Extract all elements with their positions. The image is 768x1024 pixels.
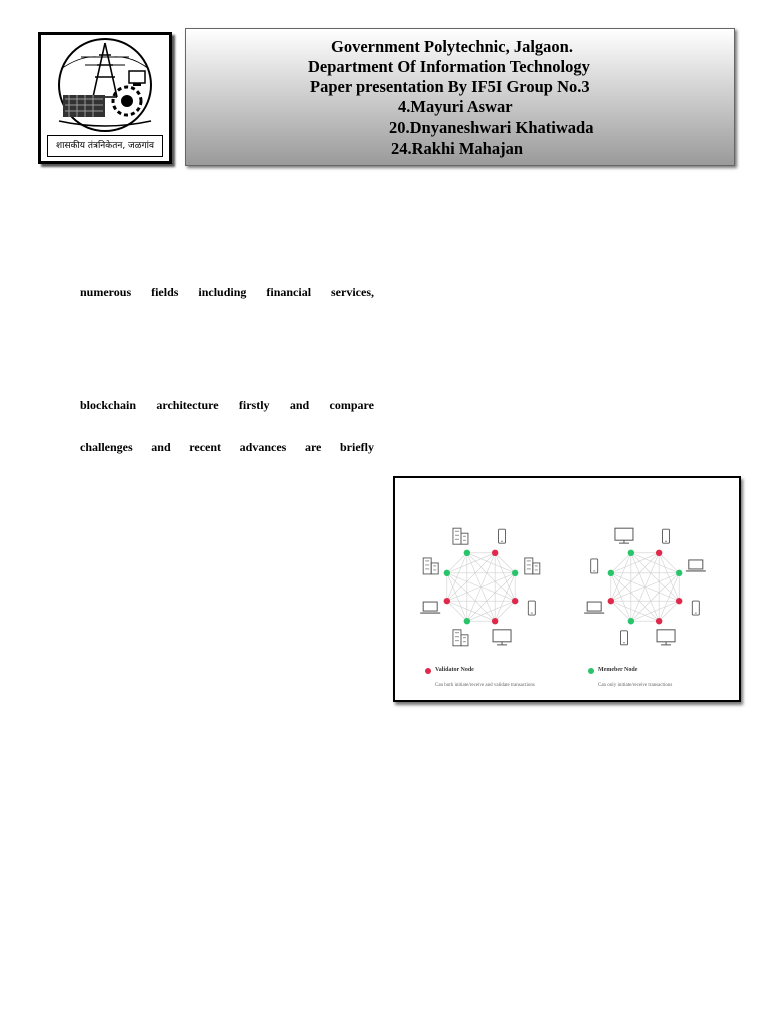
network-edge bbox=[447, 601, 467, 621]
phone-icon bbox=[591, 559, 598, 573]
network-node bbox=[492, 618, 498, 624]
phone-icon bbox=[620, 631, 627, 645]
header-member-3: 24.Rakhi Mahajan bbox=[391, 139, 524, 158]
network-node bbox=[512, 598, 518, 604]
phone-icon bbox=[692, 601, 699, 615]
institute-logo bbox=[38, 32, 172, 164]
validator-legend-label: Validator Node bbox=[435, 667, 474, 673]
network-node bbox=[444, 598, 450, 604]
building-icon bbox=[453, 630, 468, 646]
body-text-line: challenges and recent advances are briefly bbox=[80, 440, 374, 454]
body-text-line: blockchain architecture firstly and compare bbox=[80, 398, 374, 412]
network-edge bbox=[467, 573, 515, 621]
network-node bbox=[444, 570, 450, 576]
network-edge bbox=[467, 553, 515, 601]
header-banner bbox=[185, 28, 735, 166]
building-icon bbox=[453, 528, 468, 544]
network-node bbox=[464, 550, 470, 556]
blockchain-node-figure bbox=[393, 476, 741, 702]
network-node bbox=[492, 550, 498, 556]
laptop-icon bbox=[420, 602, 440, 613]
logo-emblem-icon bbox=[41, 35, 169, 139]
network-node bbox=[676, 570, 682, 576]
header-presentation: Paper presentation By IF5I Group No.3 bbox=[310, 77, 590, 96]
header-department: Department Of Information Technology bbox=[308, 57, 590, 76]
phone-icon bbox=[528, 601, 535, 615]
member-legend-label: Memeber Node bbox=[598, 667, 638, 673]
network-edge bbox=[631, 573, 679, 621]
network-node bbox=[628, 550, 634, 556]
monitor-icon bbox=[657, 630, 675, 645]
building-icon bbox=[423, 558, 438, 574]
network-edge bbox=[611, 553, 631, 573]
network-edge bbox=[611, 573, 659, 621]
network-edge bbox=[611, 601, 631, 621]
network-edge bbox=[495, 553, 515, 573]
body-text-line: numerous fields including financial services, bbox=[80, 285, 374, 299]
network-node bbox=[656, 618, 662, 624]
network-edge bbox=[447, 573, 495, 621]
network-node bbox=[628, 618, 634, 624]
member-legend-desc: Can only initiate/receive transactions bbox=[598, 683, 673, 688]
validator-legend-desc: Can both initiate/receive and validate transactions bbox=[435, 683, 535, 688]
header-institute: Government Polytechnic, Jalgaon. bbox=[331, 37, 573, 56]
building-icon bbox=[525, 558, 540, 574]
network-node bbox=[512, 570, 518, 576]
network-edge bbox=[611, 553, 659, 601]
network-node bbox=[464, 618, 470, 624]
logo-caption: शासकीय तंत्रनिकेतन, जळगांव bbox=[47, 135, 163, 157]
validator-legend-dot bbox=[425, 668, 431, 674]
network-node bbox=[608, 570, 614, 576]
monitor-icon bbox=[615, 528, 633, 543]
header-member-2: 20.Dnyaneshwari Khatiwada bbox=[389, 118, 594, 137]
network-edge bbox=[447, 553, 467, 573]
network-edge bbox=[659, 601, 679, 621]
network-edge bbox=[631, 553, 679, 601]
phone-icon bbox=[663, 529, 670, 543]
network-node bbox=[608, 598, 614, 604]
laptop-icon bbox=[584, 602, 604, 613]
network-diagram bbox=[395, 498, 739, 678]
network-edge bbox=[659, 553, 679, 573]
network-edge bbox=[447, 553, 495, 601]
network-edge bbox=[495, 601, 515, 621]
network-node bbox=[676, 598, 682, 604]
laptop-icon bbox=[686, 560, 706, 571]
member-legend-dot bbox=[588, 668, 594, 674]
network-node bbox=[656, 550, 662, 556]
header-member-1: 4.Mayuri Aswar bbox=[398, 97, 513, 116]
phone-icon bbox=[499, 529, 506, 543]
monitor-icon bbox=[493, 630, 511, 645]
